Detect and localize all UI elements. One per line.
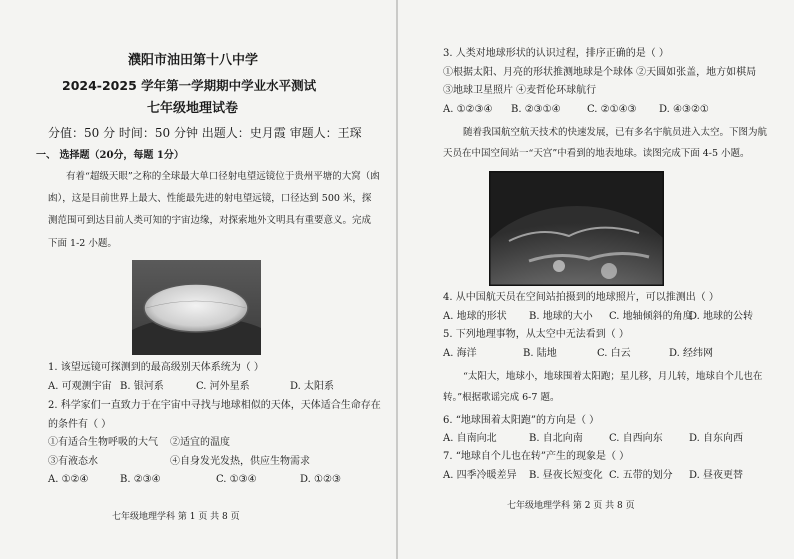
school-name: 濮阳市油田第十八中学 [128,53,259,68]
q3-option-b[interactable]: B. ②③①④ [511,104,561,115]
question-2: 2. 科学家们一直致力于在宇宙中寻找与地球相似的天体，天体适合生命存在 [48,400,381,411]
passage-line: 随着我国航空航天技术的快速发展，已有多名宇航员进入太空。下图为航 [463,127,768,138]
poem-line: 转。”根据歌谣完成 6-7 题。 [443,392,560,403]
q1-option-a[interactable]: A. 可观测宇宙 [48,381,112,392]
paper-title: 七年级地理试卷 [147,101,239,116]
section-heading: 一、 选择题（20分，每题 1分） [36,150,184,161]
q6-option-d[interactable]: D. 自东向西 [689,433,744,444]
q3-items: ③地球卫星照片 ④麦哲伦环球航行 [443,85,597,96]
question-6: 6. “地球围着太阳跑”的方向是（ ） [443,415,600,426]
q5-option-b[interactable]: B. 陆地 [523,348,557,359]
poem-line: “太阳大，地球小，地球围着太阳跑；星儿移，月儿转，地球自个儿也在 [463,371,763,382]
q2-item: ④自身发光发热，供应生物需求 [170,456,310,467]
page-footer: 七年级地理学科 第 1 页 共 8 页 [112,512,240,522]
q4-option-b[interactable]: B. 地球的大小 [529,311,593,322]
passage-line: 天员在中国空间站一“天宫”中看到的地表地球。读图完成下面 4-5 小题。 [443,148,750,159]
q7-option-b[interactable]: B. 昼夜长短变化 [529,470,603,481]
q6-option-a[interactable]: A. 自南向北 [443,433,497,444]
passage-line: 凼），这是目前世界上最大、性能最先进的射电望远镜，口径达到 500 米，探 [48,193,372,204]
q1-option-d[interactable]: D. 太阳系 [290,381,335,392]
q2-item: ①有适合生物呼吸的大气 [48,437,158,448]
q5-option-a[interactable]: A. 海洋 [443,348,477,359]
q4-option-d[interactable]: D. 地球的公转 [689,311,754,322]
question-1: 1. 该望远镜可探测到的最高级别天体系统为（ ） [48,362,264,373]
q5-option-d[interactable]: D. 经纬网 [669,348,714,359]
q2-option-c[interactable]: C. ①③④ [216,474,257,485]
q4-option-c[interactable]: C. 地轴倾斜的角度 [609,311,693,322]
question-7: 7. “地球自个儿也在转”产生的现象是（ ） [443,451,630,462]
question-4: 4. 从中国航天员在空间站拍摄到的地球照片，可以推测出（ ） [443,292,719,303]
q7-option-d[interactable]: D. 昼夜更替 [689,470,744,481]
passage-line: 测范围可到达目前人类可知的宇宙边缘，对探索地外文明具有重要意义。完成 [48,215,372,226]
q5-option-c[interactable]: C. 白云 [597,348,631,359]
q3-option-d[interactable]: D. ④③②① [659,104,709,115]
earth-photo [489,171,664,286]
passage-line: 下面 1-2 小题。 [48,238,117,249]
question-5: 5. 下列地理事物，从太空中无法看到（ ） [443,329,629,340]
q3-option-c[interactable]: C. ②①④③ [587,104,637,115]
q7-option-a[interactable]: A. 四季冷暖差异 [443,470,517,481]
exam-meta: 分值：50 分 时间：50 分钟 出题人：史月霞 审题人：王琛 [48,126,362,140]
q7-option-c[interactable]: C. 五带的划分 [609,470,673,481]
passage-line: 有着“超级天眼”之称的全球最大单口径射电望远镜位于贵州平塘的大窝（凼 [66,171,380,182]
q1-option-c[interactable]: C. 河外星系 [196,381,250,392]
q1-option-b[interactable]: B. 银河系 [120,381,164,392]
q2-option-b[interactable]: B. ②③④ [120,474,161,485]
q6-option-c[interactable]: C. 自西向东 [609,433,663,444]
question-3: 3. 人类对地球形状的认识过程，排序正确的是（ ） [443,48,669,59]
page-footer: 七年级地理学科 第 2 页 共 8 页 [507,501,635,511]
telescope-photo [132,260,261,355]
exam-title: 2024-2025 学年第一学期期中学业水平测试 [62,78,317,93]
q4-option-a[interactable]: A. 地球的形状 [443,311,507,322]
q3-items: ①根据太阳、月亮的形状推测地球是个球体 ②天圆如张盖，地方如棋局 [443,67,757,78]
page-2 [397,0,794,559]
q2-item: ②适宜的温度 [170,437,230,448]
q2-option-d[interactable]: D. ①②③ [300,474,341,485]
question-2-cont: 的条件有（ ） [48,419,112,430]
q3-option-a[interactable]: A. ①②③④ [443,104,493,115]
q2-option-a[interactable]: A. ①②④ [48,474,89,485]
q2-item: ③有液态水 [48,456,98,467]
q6-option-b[interactable]: B. 自北向南 [529,433,583,444]
